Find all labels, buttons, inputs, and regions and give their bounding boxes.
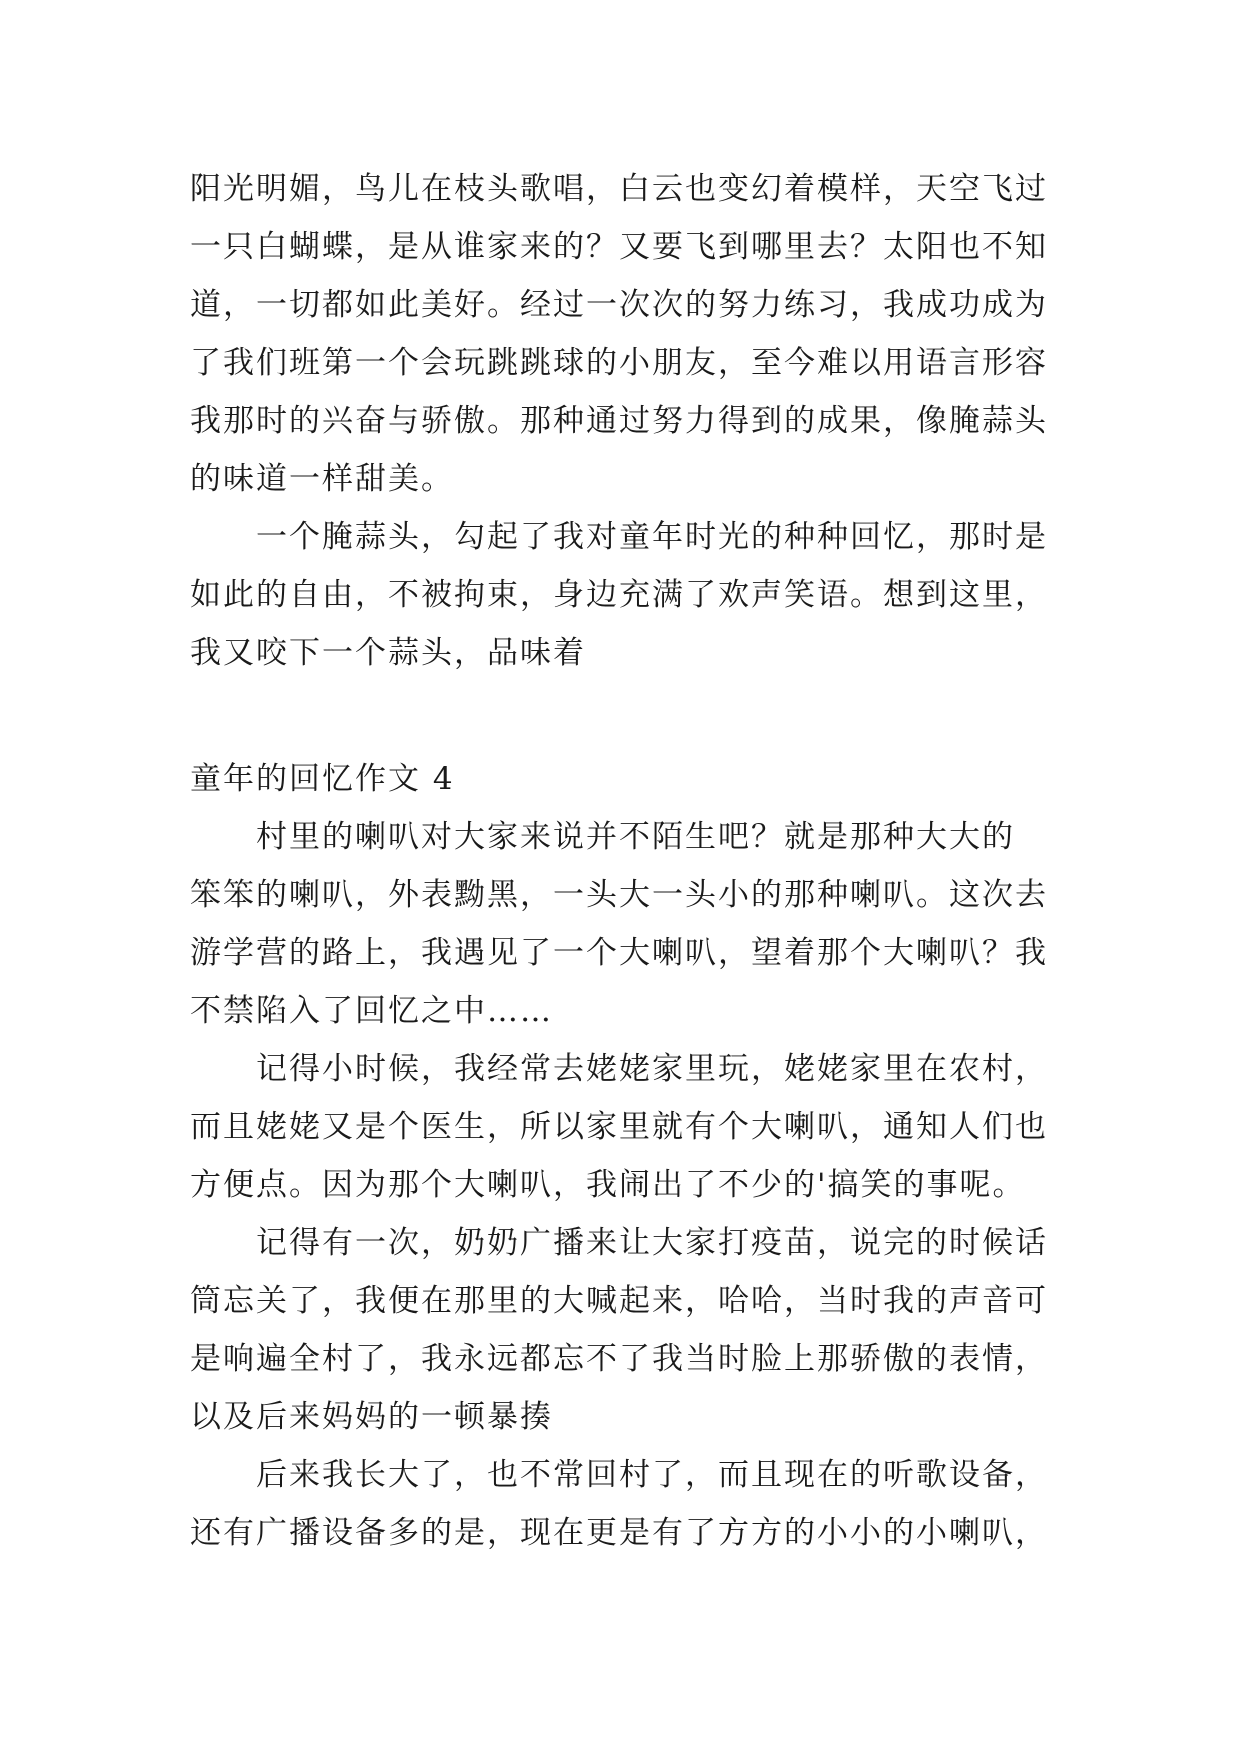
- text-line: 笨笨的喇叭，外表黝黑，一头大一头小的那种喇叭。这次去: [190, 877, 1048, 913]
- text-line: 方便点。因为那个大喇叭，我闹出了不少的'搞笑的事呢。: [190, 1167, 1026, 1203]
- text-line: 筒忘关了，我便在那里的大喊起来，哈哈，当时我的声音可: [190, 1283, 1048, 1319]
- text-line: 我那时的兴奋与骄傲。那种通过努力得到的成果，像腌蒜头: [190, 403, 1048, 439]
- text-line: 游学营的路上，我遇见了一个大喇叭，望着那个大喇叭？我: [190, 935, 1048, 971]
- section-gap: [190, 682, 1090, 750]
- text-line: 的味道一样甜美。: [190, 461, 454, 497]
- paragraph: [190, 1040, 1090, 1214]
- text-line: 记得有一次，奶奶广播来让大家打疫苗，说完的时候话: [190, 1225, 1048, 1261]
- text-line: 村里的喇叭对大家来说并不陌生吧？就是那种大大的: [190, 819, 1015, 855]
- paragraph: [190, 160, 1090, 508]
- text-line: 一个腌蒜头，勾起了我对童年时光的种种回忆，那时是: [190, 519, 1048, 555]
- text-line: 道，一切都如此美好。经过一次次的努力练习，我成功成为: [190, 287, 1048, 323]
- text-line: 我又咬下一个蒜头，品味着: [190, 635, 586, 671]
- text-line: 记得小时候，我经常去姥姥家里玩，姥姥家里在农村，: [190, 1051, 1048, 1087]
- essay-text: [190, 160, 1090, 1562]
- text-line: 还有广播设备多的是，现在更是有了方方的小小的小喇叭，: [190, 1515, 1048, 1551]
- text-line: 不禁陷入了回忆之中……: [190, 993, 553, 1029]
- paragraph: [190, 1214, 1090, 1446]
- paragraph: [190, 808, 1090, 1040]
- text-line: 后来我长大了，也不常回村了，而且现在的听歌设备，: [190, 1457, 1048, 1493]
- text-line: 如此的自由，不被拘束，身边充满了欢声笑语。想到这里，: [190, 577, 1048, 613]
- text-line: 以及后来妈妈的一顿暴揍: [190, 1399, 553, 1435]
- paragraph: [190, 1446, 1090, 1562]
- text-line: 是响遍全村了，我永远都忘不了我当时脸上那骄傲的表情，: [190, 1341, 1048, 1377]
- text-line: 而且姥姥又是个医生，所以家里就有个大喇叭，通知人们也: [190, 1109, 1048, 1145]
- text-line: 一只白蝴蝶，是从谁家来的？又要飞到哪里去？太阳也不知: [190, 229, 1048, 265]
- text-line: 阳光明媚，鸟儿在枝头歌唱，白云也变幻着模样，天空飞过: [190, 171, 1048, 207]
- paragraph: [190, 508, 1090, 682]
- section-title: 童年的回忆作文 4: [190, 761, 455, 797]
- text-line: 了我们班第一个会玩跳跳球的小朋友，至今难以用语言形容: [190, 345, 1048, 381]
